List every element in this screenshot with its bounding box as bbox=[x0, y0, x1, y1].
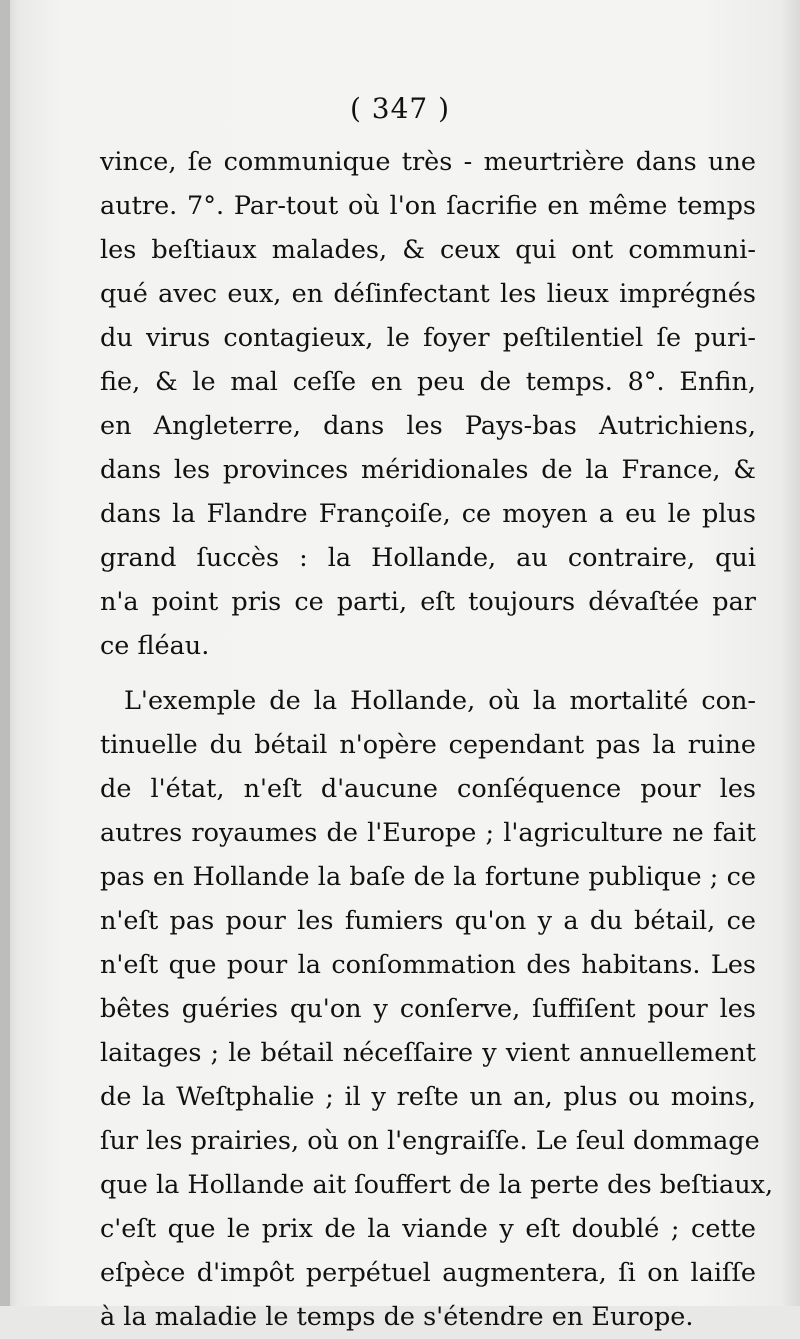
text-line: dans les provinces méridionales de la France, & bbox=[100, 455, 756, 485]
page-gutter-shadow bbox=[0, 0, 10, 1306]
text-line: laitages ; le bétail néceſſaire y vient annuellement bbox=[100, 1038, 756, 1068]
text-line: fie, & le mal ceſſe en peu de temps. 8°. Enfin, bbox=[100, 367, 756, 397]
text-line: qué avec eux, en déſinfectant les lieux imprégnés bbox=[100, 279, 756, 309]
text-line: L'exemple de la Hollande, où la mortalité con- bbox=[124, 686, 756, 716]
text-line: autres royaumes de l'Europe ; l'agriculture ne fait bbox=[100, 818, 756, 848]
text-line: du virus contagieux, le foyer peſtilentiel ſe puri- bbox=[100, 323, 756, 353]
text-line: eſpèce d'impôt perpétuel augmentera, ſi on laiſſe bbox=[100, 1258, 756, 1288]
text-line: ce fléau. bbox=[100, 631, 210, 661]
text-line: à la maladie le temps de s'étendre en Europe. bbox=[100, 1302, 694, 1332]
text-line: que la Hollande ait ſouffert de la perte des beſtiaux, bbox=[100, 1170, 774, 1200]
text-line: en Angleterre, dans les Pays-bas Autrichiens, bbox=[100, 411, 756, 441]
text-line: autre. 7°. Par-tout où l'on ſacrifie en même temps bbox=[100, 191, 756, 221]
text-line: n'a point pris ce parti, eſt toujours dévaſtée par bbox=[100, 587, 756, 617]
text-line: grand ſuccès : la Hollande, au contraire, qui bbox=[100, 543, 756, 573]
text-line: c'eſt que le prix de la viande y eſt doublé ; cette bbox=[100, 1214, 756, 1244]
body-text bbox=[100, 140, 774, 1339]
text-line: dans la Flandre Françoiſe, ce moyen a eu le plus bbox=[100, 499, 756, 529]
text-line: ſur les prairies, où on l'engraiſſe. Le ſeul dommage bbox=[100, 1126, 760, 1156]
text-line: bêtes guéries qu'on y conſerve, ſuffiſent pour les bbox=[100, 994, 756, 1024]
text-line: les beſtiaux malades, & ceux qui ont communi- bbox=[100, 235, 756, 265]
paragraph-gap bbox=[100, 668, 756, 679]
text-line: pas en Hollande la baſe de la fortune publique ; ce bbox=[100, 862, 756, 892]
text-line: n'eſt que pour la conſommation des habitans. Les bbox=[100, 950, 756, 980]
text-line: de l'état, n'eſt d'aucune conſéquence pour les bbox=[100, 774, 756, 804]
text-line: vince, ſe communique très - meurtrière dans une bbox=[100, 147, 756, 177]
text-line: tinuelle du bétail n'opère cependant pas la ruine bbox=[100, 730, 756, 760]
page-number: ( 347 ) bbox=[349, 92, 451, 125]
text-line: de la Weſtphalie ; il y reſte un an, plus ou moins, bbox=[100, 1082, 756, 1112]
text-line: n'eſt pas pour les fumiers qu'on y a du bétail, ce bbox=[100, 906, 756, 936]
